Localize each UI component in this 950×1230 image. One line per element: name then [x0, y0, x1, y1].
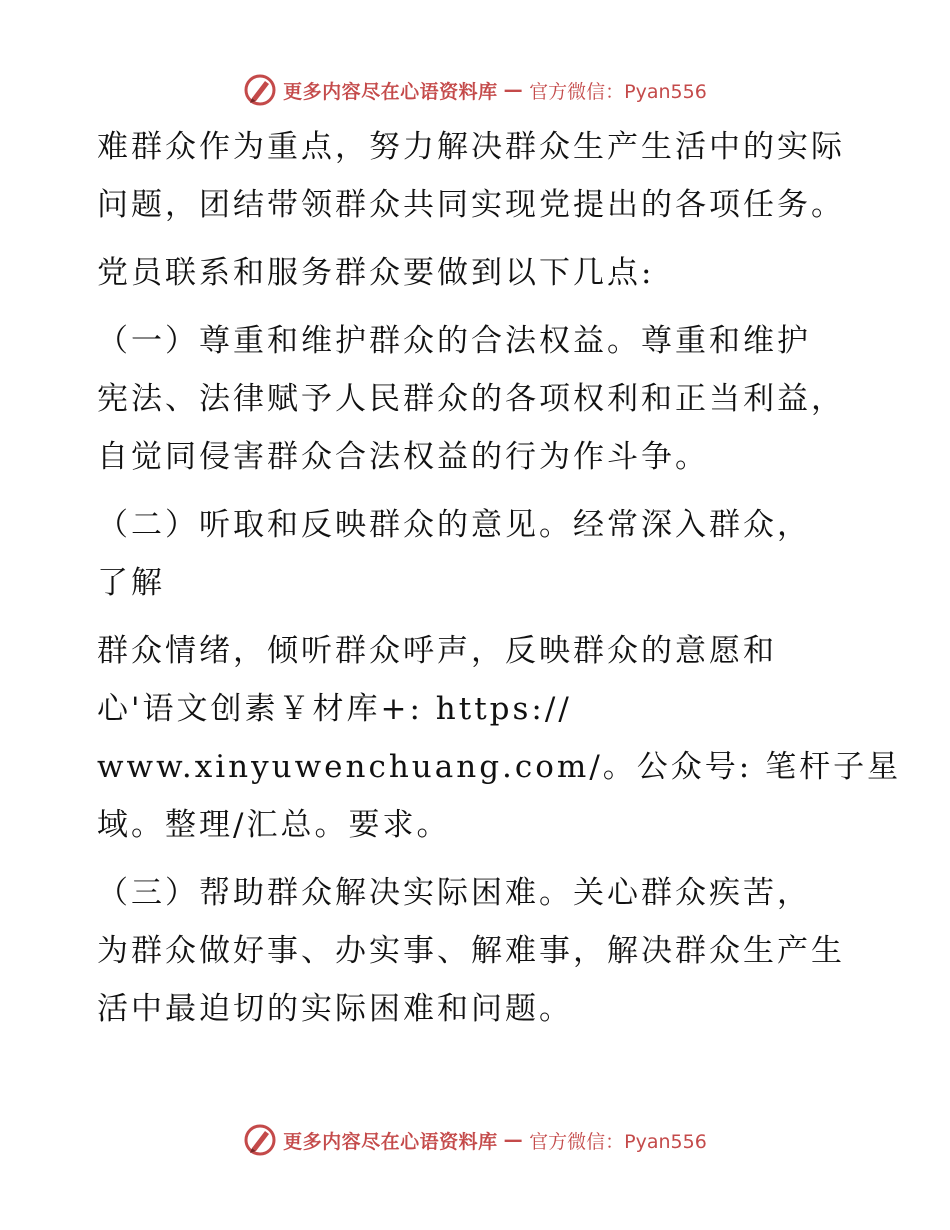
body-line: www.xinyuwenchuang.com/。公众号: 笔杆子星: [97, 749, 902, 785]
footer-brand-text: 更多内容尽在心语资料库: [283, 1130, 498, 1153]
header-dash: —: [503, 79, 524, 101]
body-line: 了解: [97, 565, 165, 601]
body-line: 为群众做好事、办实事、解难事，解决群众生产生: [97, 933, 845, 969]
body-line: 难群众作为重点，努力解决群众生产生活中的实际: [97, 129, 845, 165]
pen-logo-icon: [243, 73, 277, 107]
body-line: 活中最迫切的实际困难和问题。: [97, 991, 573, 1027]
document-body: [97, 118, 902, 1038]
body-line: （一）尊重和维护群众的合法权益。尊重和维护: [97, 323, 811, 359]
footer-dash: —: [503, 1129, 524, 1151]
header-watermark: [0, 70, 950, 110]
footer-watermark: [0, 1120, 950, 1160]
header-brand-text: 更多内容尽在心语资料库: [283, 80, 498, 103]
body-line: 群众情绪，倾听群众呼声，反映群众的意愿和: [97, 633, 777, 669]
header-wechat-text: 官方微信：Pyan556: [529, 80, 707, 103]
body-line: 宪法、法律赋予人民群众的各项权利和正当利益，: [97, 381, 845, 417]
body-line: 党员联系和服务群众要做到以下几点:: [97, 255, 655, 291]
body-line: 问题，团结带领群众共同实现党提出的各项任务。: [97, 187, 845, 223]
body-line: （三）帮助群众解决实际困难。关心群众疾苦，: [97, 875, 811, 911]
footer-wechat-text: 官方微信：Pyan556: [529, 1130, 707, 1153]
body-line: 自觉同侵害群众合法权益的行为作斗争。: [97, 439, 709, 475]
body-line: 域。整理/汇总。要求。: [97, 807, 451, 843]
pen-logo-icon: [243, 1123, 277, 1157]
body-line: （二）听取和反映群众的意见。经常深入群众，: [97, 507, 811, 543]
body-line: 心'语文创素￥材库+: https://: [97, 691, 572, 727]
